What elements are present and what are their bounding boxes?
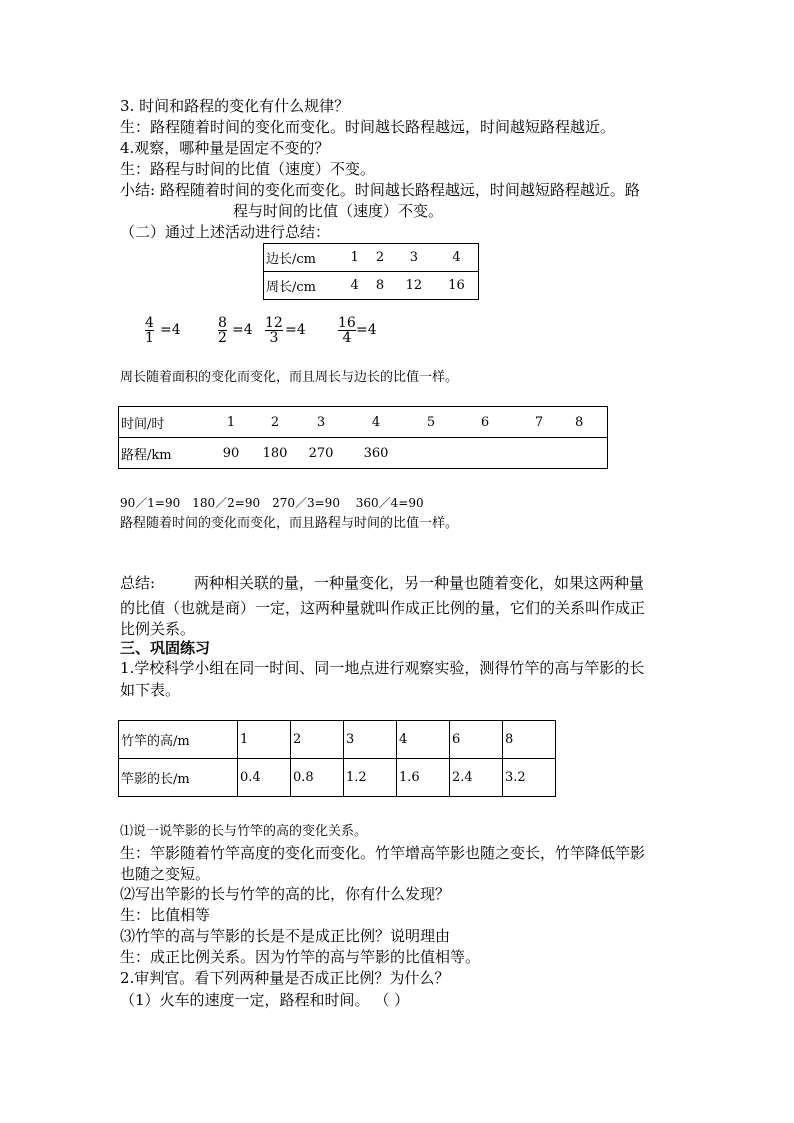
table-cell: 180 <box>253 438 297 469</box>
table-cell: 1 <box>209 407 253 438</box>
row-label: 竹竿的高/m <box>119 721 238 759</box>
table-cell: 12 <box>393 272 435 300</box>
table-cell: 8 <box>367 272 392 300</box>
table-row <box>119 407 608 438</box>
table-cell: 7 <box>515 407 563 438</box>
distance-table <box>118 406 608 469</box>
fraction-result: =4 <box>285 322 306 338</box>
table-cell: 16 <box>435 272 478 300</box>
table-cell: 8 <box>563 407 608 438</box>
exercise-1-line-2: 如下表。 <box>120 681 181 699</box>
table-cell: 3 <box>297 407 345 438</box>
fraction-result: =4 <box>160 322 181 338</box>
table-cell: 4 <box>345 407 407 438</box>
answer-3: 生：路程随着时间的变化而变化。时间越长路程越远，时间越短路程越近。 <box>120 118 616 136</box>
table-cell <box>455 438 515 469</box>
perimeter-table <box>263 243 479 300</box>
section-2-heading: （二）通过上述活动进行总结： <box>120 223 331 241</box>
summary-1-line-2: 程与时间的比值（速度）不变。 <box>233 202 444 220</box>
fraction <box>145 316 154 345</box>
question-3: 3. 时间和路程的变化有什么规律？ <box>120 97 350 115</box>
table-cell: 2 <box>291 721 344 759</box>
section-3-heading: 三、巩固练习 <box>120 639 211 657</box>
answer-prompt-1-line-2: 也随之变短。 <box>120 865 211 883</box>
table-cell: 3.2 <box>503 759 556 797</box>
table-cell: 4 <box>435 244 478 272</box>
denominator: 1 <box>145 330 154 346</box>
table-cell: 6 <box>455 407 515 438</box>
fraction <box>265 316 283 345</box>
table-cell: 360 <box>345 438 407 469</box>
table-cell: 8 <box>503 721 556 759</box>
denominator: 2 <box>218 330 227 346</box>
table-cell: 4 <box>342 272 367 300</box>
table-row <box>119 759 556 797</box>
prompt-1: ⑴说一说竿影的长与竹竿的高的变化关系。 <box>120 824 368 839</box>
pole-shadow-table <box>118 720 556 797</box>
answer-prompt-3: 生：成正比例关系。因为竹竿的高与竿影的比值相等。 <box>120 948 481 966</box>
table-cell <box>563 438 608 469</box>
table-cell: 3 <box>344 721 397 759</box>
answer-prompt-1-line-1: 生：竿影随着竹竿高度的变化而变化。竹竿增高竿影也随之变长，竹竿降低竿影 <box>120 844 646 862</box>
table-row <box>119 438 608 469</box>
table-cell <box>407 438 455 469</box>
table-cell: 2 <box>367 244 392 272</box>
fraction-result: =4 <box>232 322 253 338</box>
numerator: 4 <box>145 315 154 331</box>
table-cell: 2 <box>253 407 297 438</box>
row-label: 边长/cm <box>264 244 343 272</box>
denominator: 4 <box>338 330 356 345</box>
answer-4: 生：路程与时间的比值（速度）不变。 <box>120 160 376 178</box>
prompt-2: ⑵写出竿影的长与竹竿的高的比，你有什么发现？ <box>120 885 451 903</box>
table-cell: 1 <box>342 244 367 272</box>
table-cell: 6 <box>450 721 503 759</box>
table-cell: 270 <box>297 438 345 469</box>
summary-2-line-2: 的比值（也就是商）一定，这两种量就叫作成正比例的量，它们的关系叫作成正 <box>120 599 646 617</box>
exercise-2-item-1: （1）火车的速度一定，路程和时间。 （ ） <box>120 991 410 1009</box>
distance-note: 路程随着时间的变化而变化，而且路程与时间的比值一样。 <box>120 516 459 531</box>
table-cell: 3 <box>393 244 435 272</box>
table-cell: 1.6 <box>397 759 450 797</box>
table-cell: 1 <box>238 721 291 759</box>
numerator: 8 <box>218 315 227 331</box>
fraction <box>338 316 356 345</box>
prompt-3: ⑶竹竿的高与竿影的长是不是成正比例？说明理由 <box>120 927 451 945</box>
perimeter-note: 周长随着面积的变化而变化，而且周长与边长的比值一样。 <box>120 370 459 385</box>
table-cell: 4 <box>397 721 450 759</box>
numerator: 12 <box>265 315 283 331</box>
table-row <box>119 721 556 759</box>
fraction <box>218 316 227 345</box>
fraction-result: =4 <box>356 322 377 338</box>
row-label: 路程/km <box>119 438 210 469</box>
table-cell: 2.4 <box>450 759 503 797</box>
table-row <box>264 272 479 300</box>
row-label: 时间/时 <box>119 407 210 438</box>
answer-prompt-2: 生：比值相等 <box>120 906 211 924</box>
table-cell <box>515 438 563 469</box>
table-cell: 0.8 <box>291 759 344 797</box>
summary-2-line-3: 比例关系。 <box>120 620 196 638</box>
table-cell: 5 <box>407 407 455 438</box>
table-cell: 1.2 <box>344 759 397 797</box>
exercise-1-line-1: 1.学校科学小组在同一时间、同一地点进行观察实验，测得竹竿的高与竿影的长 <box>120 659 645 677</box>
ratio-line: 90／1=90 180／2=90 270／3=90 360／4=90 <box>120 496 424 510</box>
denominator: 3 <box>265 330 283 345</box>
exercise-2: 2.审判官。看下列两种量是否成正比例？为什么？ <box>120 969 450 987</box>
numerator: 16 <box>338 315 356 331</box>
row-label: 周长/cm <box>264 272 343 300</box>
summary-1-line-1: 小结: 路程随着时间的变化而变化。时间越长路程越远，时间越短路程越近。路 <box>120 181 640 199</box>
summary-2-label: 总结: <box>120 574 156 592</box>
table-cell: 90 <box>209 438 253 469</box>
row-label: 竿影的长/m <box>119 759 238 797</box>
question-4: 4.观察，哪种量是固定不变的？ <box>120 139 330 157</box>
table-row <box>264 244 479 272</box>
table-cell: 0.4 <box>238 759 291 797</box>
summary-2-line-1: 两种相关联的量，一种量变化，另一种量也随着变化，如果这两种量 <box>194 574 645 592</box>
